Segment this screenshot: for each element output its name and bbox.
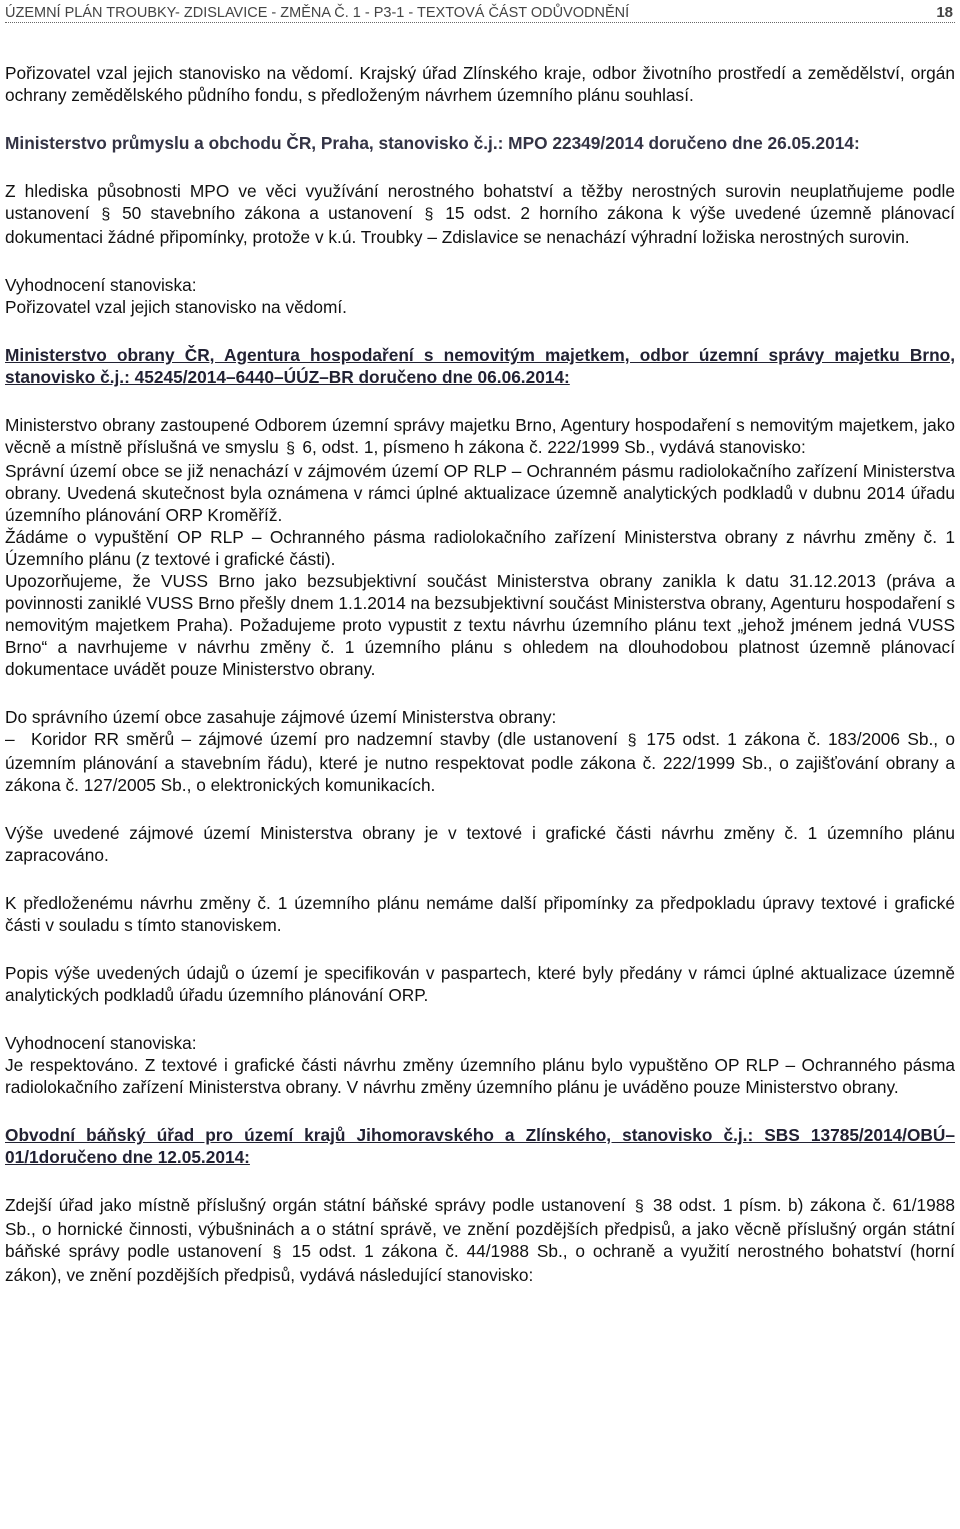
mo-intro: Ministerstvo obrany zastoupené Odborem územní správy majetku Brno, Agentury hospodaření s nemovitým majetkem, jako věcně a místně příslušná ve smyslu § 6, odst. 1, písmeno h zákona č. 222/1999 Sb., vydává stanovisko: — [5, 414, 955, 460]
section-symbol: § — [286, 440, 295, 457]
mo-heading: Ministerstvo obrany ČR, Agentura hospodaření s nemovitým majetkem, odbor územní správy majetku Brno, stanovisko č.j.: 45245/2014–6440–ÚÚZ–BR doručeno dne 06.06.2014: — [5, 345, 955, 387]
paragraph-krajsky-urad: Pořizovatel vzal jejich stanovisko na vědomí. Krajský úřad Zlínského kraje, odbor životního prostředí a zemědělství, orgán ochrany zemědělského půdního fondu, s předloženým návrhem územního plánu souhlasí. — [5, 63, 955, 105]
section-symbol: § — [634, 1198, 644, 1215]
page-header — [5, 2, 955, 24]
mo-koridor-item: – Koridor RR směrů – zájmové území pro nadzemní stavby (dle ustanovení § 175 odst. 1 zákona č. 183/2006 Sb., o územním plánování a stavebním řádu), které je nutno respektovat podle zákona č. 222/1999 Sb., o zajišťování obrany a zákona č. 127/2005 Sb., o elektronických komunikacích. — [5, 729, 955, 795]
document-title: ÚZEMNÍ PLÁN TROUBKY- ZDISLAVICE - ZMĚNA Č. 1 - P3-1 - TEXTOVÁ ČÁST ODŮVODNĚNÍ — [5, 5, 630, 21]
mo-pripominky: K předloženému návrhu změny č. 1 územního plánu nemáme další připomínky za předpokladu úpravy textové i grafické části v souladu s tímto stanoviskem. — [5, 893, 955, 935]
section-symbol: § — [424, 206, 434, 223]
header-divider — [5, 22, 955, 24]
mo-popis: Popis výše uvedených údajů o území je specifikován v paspartech, které byly předány v rámci úplné aktualizace územně analytických podkladů úřadu územního plánování ORP. — [5, 963, 955, 1005]
evaluation-text: Je respektováno. Z textové i grafické části návrhu změny územního plánu bylo vypuštěno OP RLP – Ochranného pásma radiolokačního zařízení Ministerstva obrany. V návrhu změny územního plánu je uváděno pouze Ministerstvo obrany. — [5, 1055, 955, 1097]
mpo-heading: Ministerstvo průmyslu a obchodu ČR, Praha, stanovisko č.j.: MPO 22349/2014 doručeno dne 26.05.2014: — [5, 133, 860, 153]
mo-spravni-uzemi: Správní území obce se již nenachází v zájmovém území OP RLP – Ochranném pásmu radiolokačního zařízení Ministerstva obrany. Uvedená skutečnost byla oznámena v rámci úplné aktualizace územně analytických podkladů v dubnu 2014 úřadu územního plánování ORP Kroměříž. — [5, 461, 955, 525]
section-symbol: § — [272, 1244, 282, 1261]
evaluation-text: Pořizovatel vzal jejich stanovisko na vědomí. — [5, 297, 347, 317]
obu-heading: Obvodní báňský úřad pro území krajů Jihomoravského a Zlínského, stanovisko č.j.: SBS 13785/2014/OBÚ–01/1doručeno dne 12.05.2014: — [5, 1125, 955, 1167]
section-symbol: § — [101, 206, 111, 223]
mo-zapracovano: Výše uvedené zájmové území Ministerstva obrany je v textové i grafické části návrhu změny č. 1 územního plánu zapracováno. — [5, 823, 955, 865]
document-body — [5, 62, 955, 1286]
section-symbol: § — [627, 732, 637, 749]
page-number: 18 — [936, 4, 953, 21]
obu-statement: Zdejší úřad jako místně příslušný orgán státní báňské správy podle ustanovení § 38 odst. 1 písm. b) zákona č. 61/1988 Sb., o hornické činnosti, výbušninách a o státní správě, ve znění pozdějších předpisů, a jako věcně příslušný orgán státní báňské správy podle ustanovení § 15 odst. 1 zákona č. 44/1988 Sb., o ochraně a využití nerostného bohatství (horní zákon), ve znění pozdějších předpisů, vydává následující stanovisko: — [5, 1195, 955, 1285]
evaluation-label: Vyhodnocení stanoviska: — [5, 1033, 197, 1053]
mpo-statement: Z hlediska působnosti MPO ve věci využívání nerostného bohatství a těžby nerostných surovin neuplatňujeme podle ustanovení § 50 stavebního zákona a ustanovení § 15 odst. 2 horního zákona k výše uvedené územně plánovací dokumentaci žádné připomínky, protože v k.ú. Troubky – Zdislavice se nenachází výhradní ložiska nerostných surovin. — [5, 181, 955, 247]
mo-zajmove-uzemi: Do správního území obce zasahuje zájmové území Ministerstva obrany: — [5, 707, 557, 727]
mo-upozorneni: Upozorňujeme, že VUSS Brno jako bezsubjektivní součást Ministerstva obrany zanikla k datu 31.12.2013 (práva a povinnosti zaniklé VUSS Brno přešly dnem 1.1.2014 na bezsubjektivní součást Ministerstva obrany, Agenturu hospodaření s nemovitým majetkem Praha). Požadujeme proto vypustit z textu návrhu územního plánu text „jehož jménem jedná VUSS Brno“ a navrhujeme v návrhu změny č. 1 územního plánu s ohledem na dlouhodobou platnost územně plánovací dokumentace uvádět pouze Ministerstvo obrany. — [5, 571, 955, 679]
evaluation-label: Vyhodnocení stanoviska: — [5, 275, 197, 295]
mo-zadost: Žádáme o vypuštění OP RLP – Ochranného pásma radiolokačního zařízení Ministerstva obrany z návrhu změny č. 1 Územního plánu (z textové i grafické části). — [5, 527, 955, 569]
